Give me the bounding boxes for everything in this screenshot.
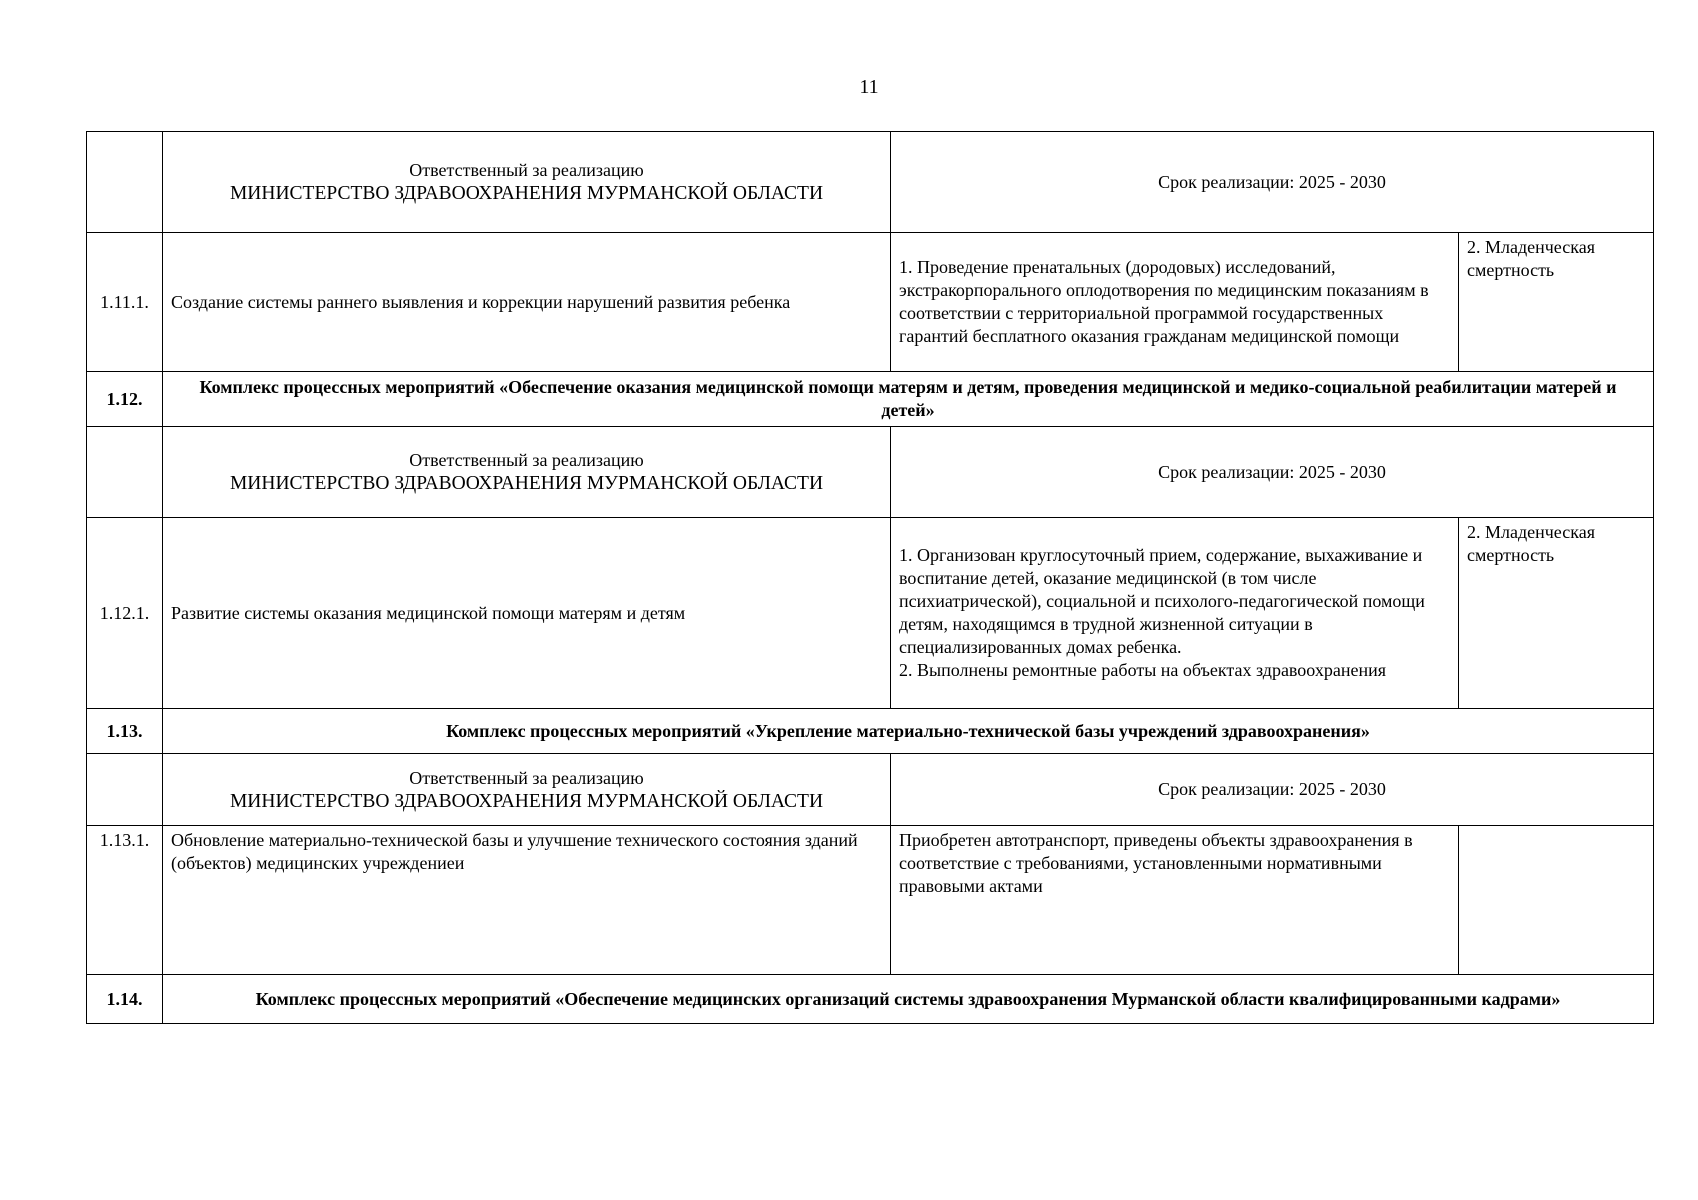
section-title: Комплекс процессных мероприятий «Обеспечение медицинских организаций системы здравоохранения Мурманской области квалифицированными кадрами» [163,975,1654,1024]
task-row [87,518,1654,709]
responsible-cell [163,754,891,826]
term-label: Срок реализации: 2025 - 2030 [1158,171,1386,192]
term-cell [891,132,1654,233]
task-result: 1. Проведение пренатальных (дородовых) исследований, экстракорпорального оплодотворения по медицинским показаниям в соответствии с территориальной программой государственных гарантий бесплатного оказания гражданам медицинской помощи [891,233,1459,372]
section-row [87,975,1654,1024]
task-number: 1.12.1. [87,518,163,709]
number-cell-empty [87,427,163,518]
number-cell-empty [87,132,163,233]
task-indicator: 2. Младенческая смертность [1459,518,1654,709]
term-cell [891,754,1654,826]
task-number: 1.13.1. [87,826,163,975]
responsible-org: МИНИСТЕРСТВО ЗДРАВООХРАНЕНИЯ МУРМАНСКОЙ ОБЛАСТИ [229,790,824,812]
responsible-org: МИНИСТЕРСТВО ЗДРАВООХРАНЕНИЯ МУРМАНСКОЙ ОБЛАСТИ [229,183,824,204]
task-row [87,233,1654,372]
task-result: 1. Организован круглосуточный прием, содержание, выхаживание и воспитание детей, оказание медицинской (в том числе психиатрической), социальной и психолого-педагогической помощи детям, находящимся в трудной жизненной ситуации в специализированных домах ребенка. 2. Выполнены ремонтные работы на объектах здравоохранения [891,518,1459,709]
task-name: Обновление материально-технической базы и улучшение технического состояния зданий (объектов) медицинских учреждениеи [163,826,891,975]
section-number: 1.13. [87,709,163,754]
section-row [87,372,1654,427]
responsible-row [87,132,1654,233]
task-row [87,826,1654,975]
task-indicator: 2. Младенческая смертность [1459,233,1654,372]
task-indicator [1459,826,1654,975]
term-label: Срок реализации: 2025 - 2030 [1158,461,1386,482]
term-label: Срок реализации: 2025 - 2030 [1158,779,1386,799]
responsible-cell [163,427,891,518]
responsible-label: Ответственный за реализацию [409,450,644,470]
responsible-label: Ответственный за реализацию [409,160,644,180]
responsible-row [87,754,1654,826]
section-row [87,709,1654,754]
page-number: 11 [859,76,879,98]
task-result: Приобретен автотранспорт, приведены объекты здравоохранения в соответствие с требованиями, установленными нормативными правовыми актами [891,826,1459,975]
measures-table [86,131,1654,1024]
term-cell [891,427,1654,518]
section-number: 1.12. [87,372,163,427]
task-name: Создание системы раннего выявления и коррекции нарушений развития ребенка [163,233,891,372]
responsible-org: МИНИСТЕРСТВО ЗДРАВООХРАНЕНИЯ МУРМАНСКОЙ ОБЛАСТИ [229,473,824,494]
task-number: 1.11.1. [87,233,163,372]
section-number: 1.14. [87,975,163,1024]
section-title: Комплекс процессных мероприятий «Обеспечение оказания медицинской помощи матерям и детям, проведения медицинской и медико-социальной реабилитации матерей и детей» [163,372,1654,427]
section-title: Комплекс процессных мероприятий «Укрепление материально-технической базы учреждений здравоохранения» [163,709,1654,754]
task-name: Развитие системы оказания медицинской помощи матерям и детям [163,518,891,709]
responsible-row [87,427,1654,518]
number-cell-empty [87,754,163,826]
responsible-label: Ответственный за реализацию [409,767,644,788]
responsible-cell [163,132,891,233]
